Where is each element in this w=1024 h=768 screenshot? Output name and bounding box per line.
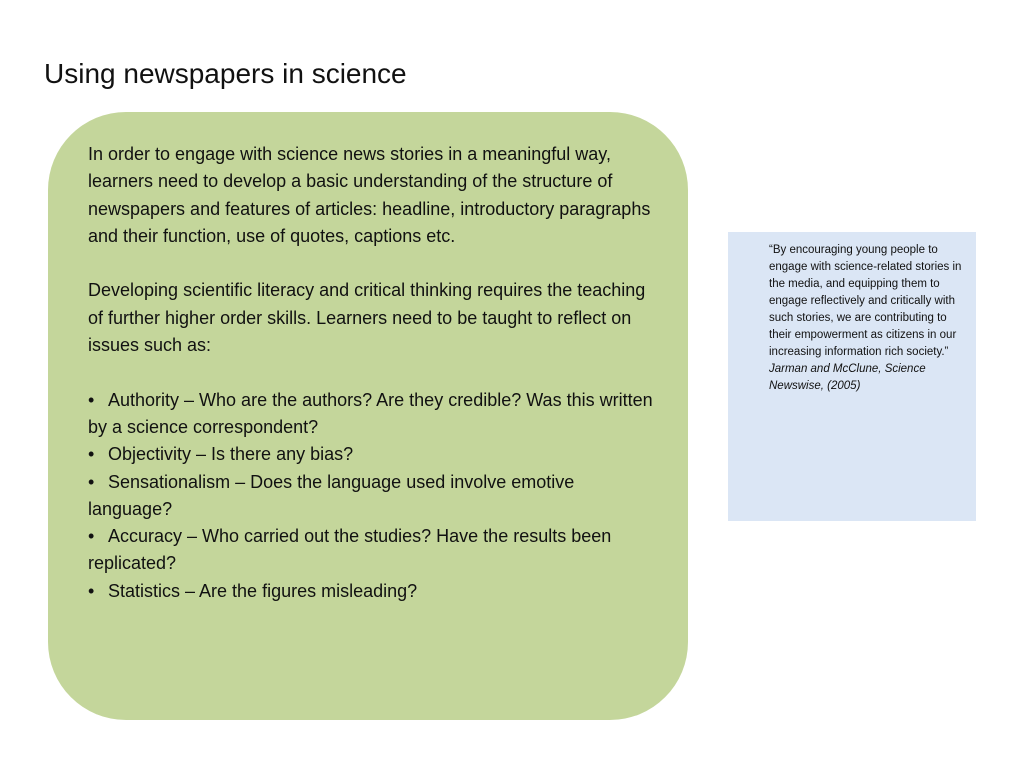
- bullet-accuracy: [88, 523, 663, 578]
- quote-content: [769, 242, 964, 395]
- skills-paragraph: Developing scientific literacy and critical thinking requires the teaching of further higher order skills. Learners need to be taught to reflect on issues such as:: [88, 280, 646, 356]
- quote-text: “By encouraging young people to engage with science-related stories in the media, and equipping them to engage reflectively and critically with such stories, we are contributing to their empowerment as citizens in our increasing information rich society.”: [769, 244, 962, 358]
- bullet-text: Authority – Who are the authors? Are they credible? Was this written by a science correspondent?: [88, 389, 653, 437]
- bullet-text: Accuracy – Who carried out the studies? Have the results been replicated?: [88, 526, 612, 574]
- quote-citation: Jarman and McClune, Science Newswise, (2005): [769, 363, 926, 392]
- quote-box: [728, 232, 976, 521]
- bullet-text: Objectivity – Is there any bias?: [108, 444, 354, 465]
- intro-paragraph: In order to engage with science news stories in a meaningful way, learners need to develop a basic understanding of the structure of newspapers and features of articles: headline, introductory paragraphs and their function, use of quotes, captions etc.: [88, 144, 651, 246]
- bullet-statistics: [88, 578, 663, 605]
- bullet-icon: •: [88, 444, 95, 465]
- bullet-authority: [88, 387, 663, 442]
- bullet-objectivity: [88, 441, 663, 468]
- bullet-icon: •: [88, 526, 95, 547]
- bullet-text: Sensationalism – Does the language used involve emotive language?: [88, 471, 575, 519]
- main-content-text: [88, 141, 663, 605]
- bullet-icon: •: [88, 580, 95, 601]
- bullet-sensationalism: [88, 469, 663, 524]
- bullet-icon: •: [88, 389, 95, 410]
- bullet-text: Statistics – Are the figures misleading?: [108, 580, 418, 601]
- slide-title: Using newspapers in science: [44, 58, 407, 89]
- bullet-icon: •: [88, 471, 95, 492]
